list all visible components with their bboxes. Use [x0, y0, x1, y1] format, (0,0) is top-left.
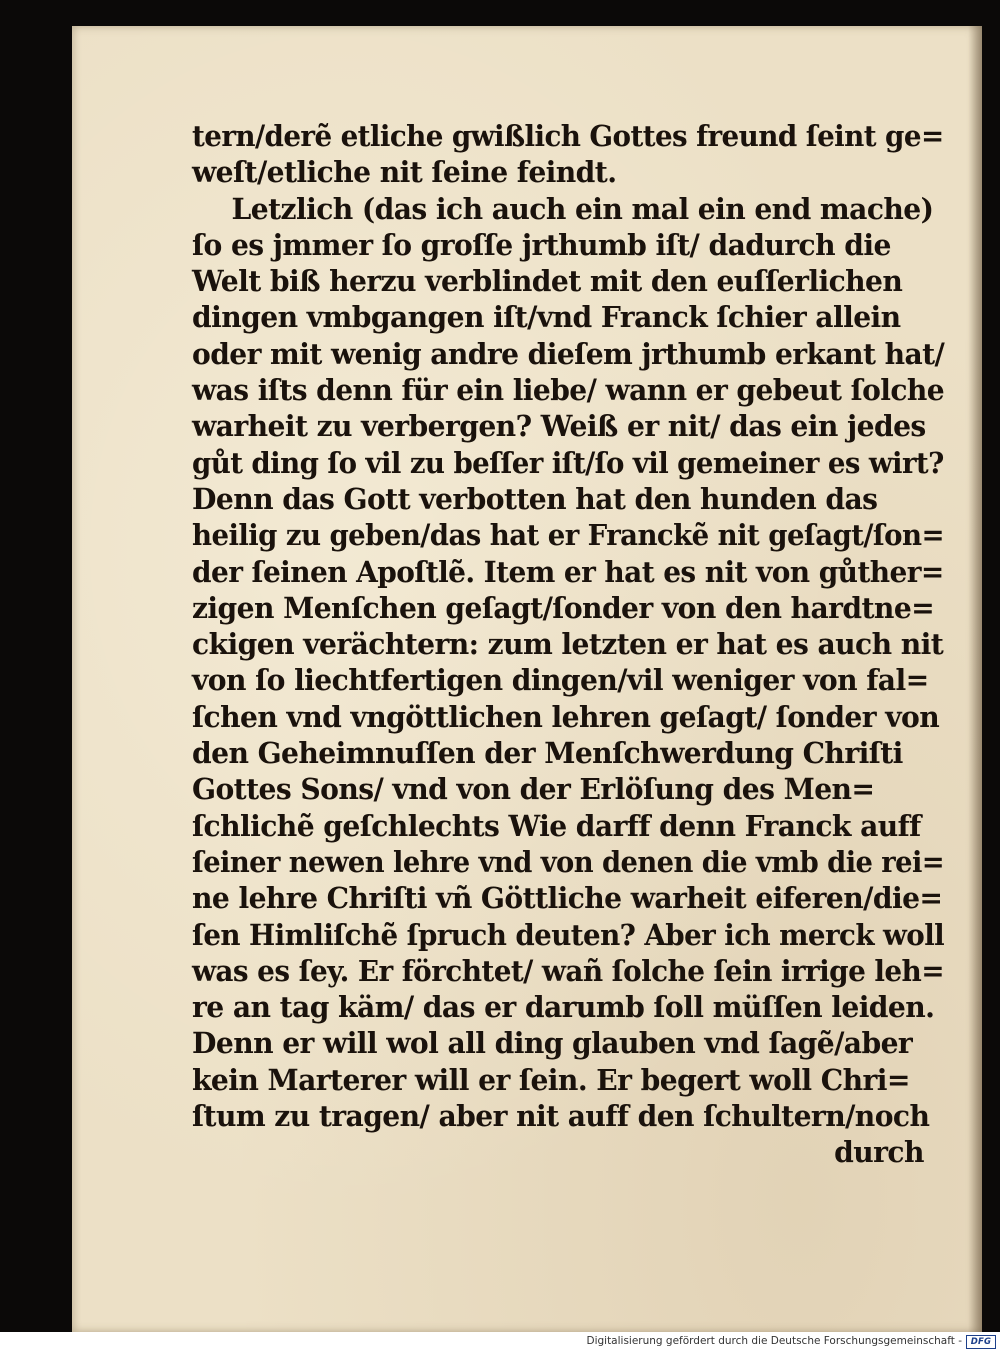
text-line: warheit zu verbergen? Weiß er nit/ das ein jedes — [192, 409, 926, 444]
funding-credit: Digitalisierung gefördert durch die Deutsche Forschungsgemeinschaft - — [586, 1335, 962, 1347]
text-line: Denn er will wol all ding glauben vnd ſagẽ/aber — [192, 1026, 913, 1061]
text-line: oder mit wenig andre dieſem jrthumb erkant hat/ — [192, 336, 945, 371]
fraktur-text-block — [192, 118, 952, 1171]
text-line: der ſeinen Apoſtlẽ. Item er hat es nit von gůther= — [192, 554, 944, 589]
text-line: ſo es jmmer ſo groſſe jrthumb iſt/ dadurch die — [192, 227, 891, 262]
catchword: durch — [834, 1135, 924, 1170]
text-line: dingen vmbgangen iſt/vnd Franck ſchier allein — [192, 300, 901, 335]
text-line: ckigen verächtern: zum letzten er hat es auch nit — [192, 627, 944, 662]
text-line: ſeiner newen lehre vnd von denen die vmb die rei= — [192, 844, 945, 879]
text-line: ſen Himliſchẽ ſpruch deuten? Aber ich merck woll — [192, 917, 945, 952]
paragraph-start-line: Letzlich (das ich auch ein mal ein end mache) — [231, 191, 934, 226]
text-line: tern/derẽ etliche gwißlich Gottes freund ſeint ge= — [192, 119, 944, 153]
text-line: Welt biß herzu verblindet mit den euſſerlichen — [192, 264, 903, 299]
footer-bar — [0, 1334, 1000, 1352]
text-line: von ſo liechtfertigen dingen/vil weniger von fal= — [192, 663, 929, 698]
text-line: ſtum zu tragen/ aber nit auff den ſchultern/noch — [192, 1099, 930, 1134]
text-line: kein Marterer will er ſein. Er begert woll Chri= — [192, 1062, 910, 1097]
dfg-logo: DFG — [966, 1335, 996, 1349]
text-line: re an tag käm/ das er darumb ſoll müſſen leiden. — [192, 990, 935, 1025]
text-line: ne lehre Chriſti vñ Göttliche warheit eiferen/die= — [192, 881, 943, 916]
text-line: weſt/etliche nit ſeine feindt. — [192, 155, 617, 190]
text-line: heilig zu geben/das hat er Franckẽ nit geſagt/ſon= — [192, 518, 944, 553]
page-edge-shadow — [968, 26, 982, 1332]
text-line: ſchlichẽ geſchlechts Wie darff denn Franck auff — [192, 808, 921, 843]
text-line: was es ſey. Er förchtet/ wañ ſolche ſein irrige leh= — [192, 953, 945, 988]
text-line: den Geheimnuſſen der Menſchwerdung Chriſti — [192, 736, 903, 771]
text-line: Gottes Sons/ vnd von der Erlöſung des Men= — [192, 772, 875, 807]
text-line: gůt ding ſo vil zu beſſer iſt/ſo vil gemeiner es wirt? — [192, 445, 944, 480]
text-line: was iſts denn für ein liebe/ wann er gebeut ſolche — [192, 373, 945, 408]
text-line: Denn das Gott verbotten hat den hunden das — [192, 481, 878, 516]
text-line: ſchen vnd vngöttlichen lehren geſagt/ ſonder von — [192, 699, 940, 734]
text-line: zigen Menſchen geſagt/ſonder von den hardtne= — [192, 590, 935, 625]
